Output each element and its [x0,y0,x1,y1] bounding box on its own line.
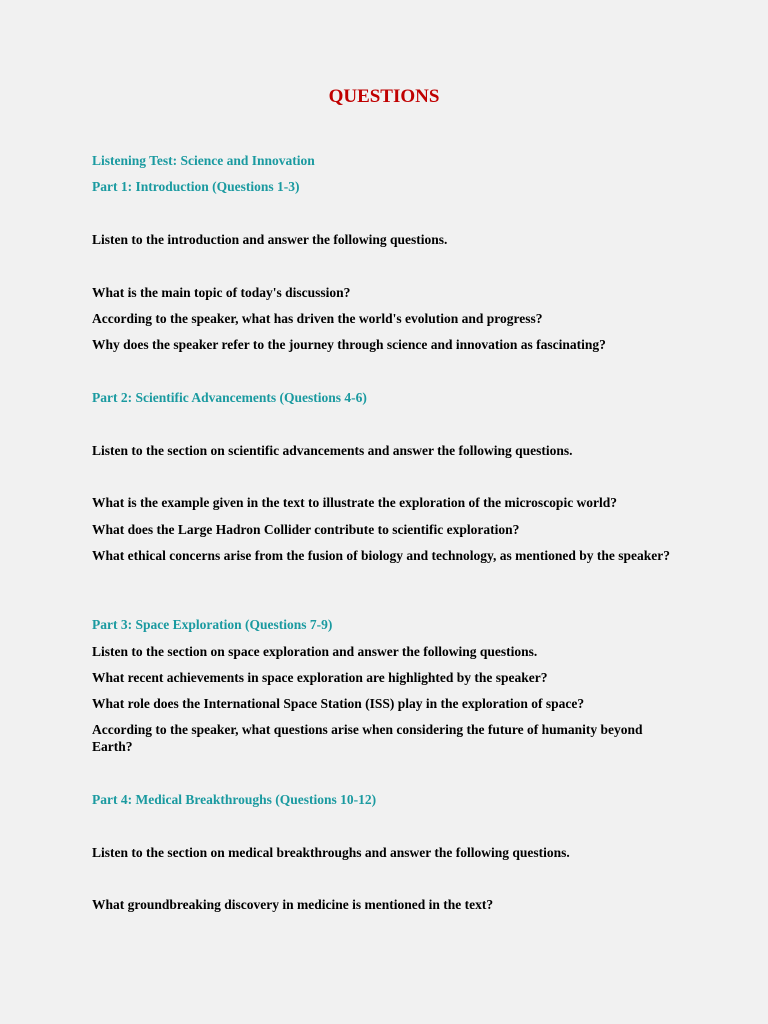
part3-heading: Part 3: Space Exploration (Questions 7-9) [92,617,333,632]
part2-instruction: Listen to the section on scientific advancements and answer the following questions. [92,443,573,458]
test-title: Listening Test: Science and Innovation [92,153,315,168]
part4-heading: Part 4: Medical Breakthroughs (Questions 10-12) [92,792,377,807]
part1-question-2: According to the speaker, what has driven the world's evolution and progress? [92,311,543,326]
part1-instruction: Listen to the introduction and answer the following questions. [92,232,448,247]
page-title: QUESTIONS [328,86,440,107]
part3-question-9: According to the speaker, what questions arise when considering the future of humanity beyond Earth? [92,722,643,754]
part2-heading: Part 2: Scientific Advancements (Questions 4-6) [92,390,367,405]
part1-heading: Part 1: Introduction (Questions 1-3) [92,179,300,194]
part3-question-8: What role does the International Space Station (ISS) play in the exploration of space? [92,696,585,711]
part1-question-1: What is the main topic of today's discussion? [92,285,351,300]
part3-question-7: What recent achievements in space exploration are highlighted by the speaker? [92,670,548,685]
part3-instruction: Listen to the section on space exploration and answer the following questions. [92,644,538,659]
part2-question-4: What is the example given in the text to illustrate the exploration of the microscopic world? [92,495,618,510]
part2-question-5: What does the Large Hadron Collider contribute to scientific exploration? [92,522,520,537]
part4-instruction: Listen to the section on medical breakthroughs and answer the following questions. [92,845,570,860]
part4-question-10: What groundbreaking discovery in medicine is mentioned in the text? [92,897,494,912]
part1-question-3: Why does the speaker refer to the journey through science and innovation as fascinating? [92,337,606,352]
part2-question-6: What ethical concerns arise from the fusion of biology and technology, as mentioned by the speaker? [92,548,670,563]
